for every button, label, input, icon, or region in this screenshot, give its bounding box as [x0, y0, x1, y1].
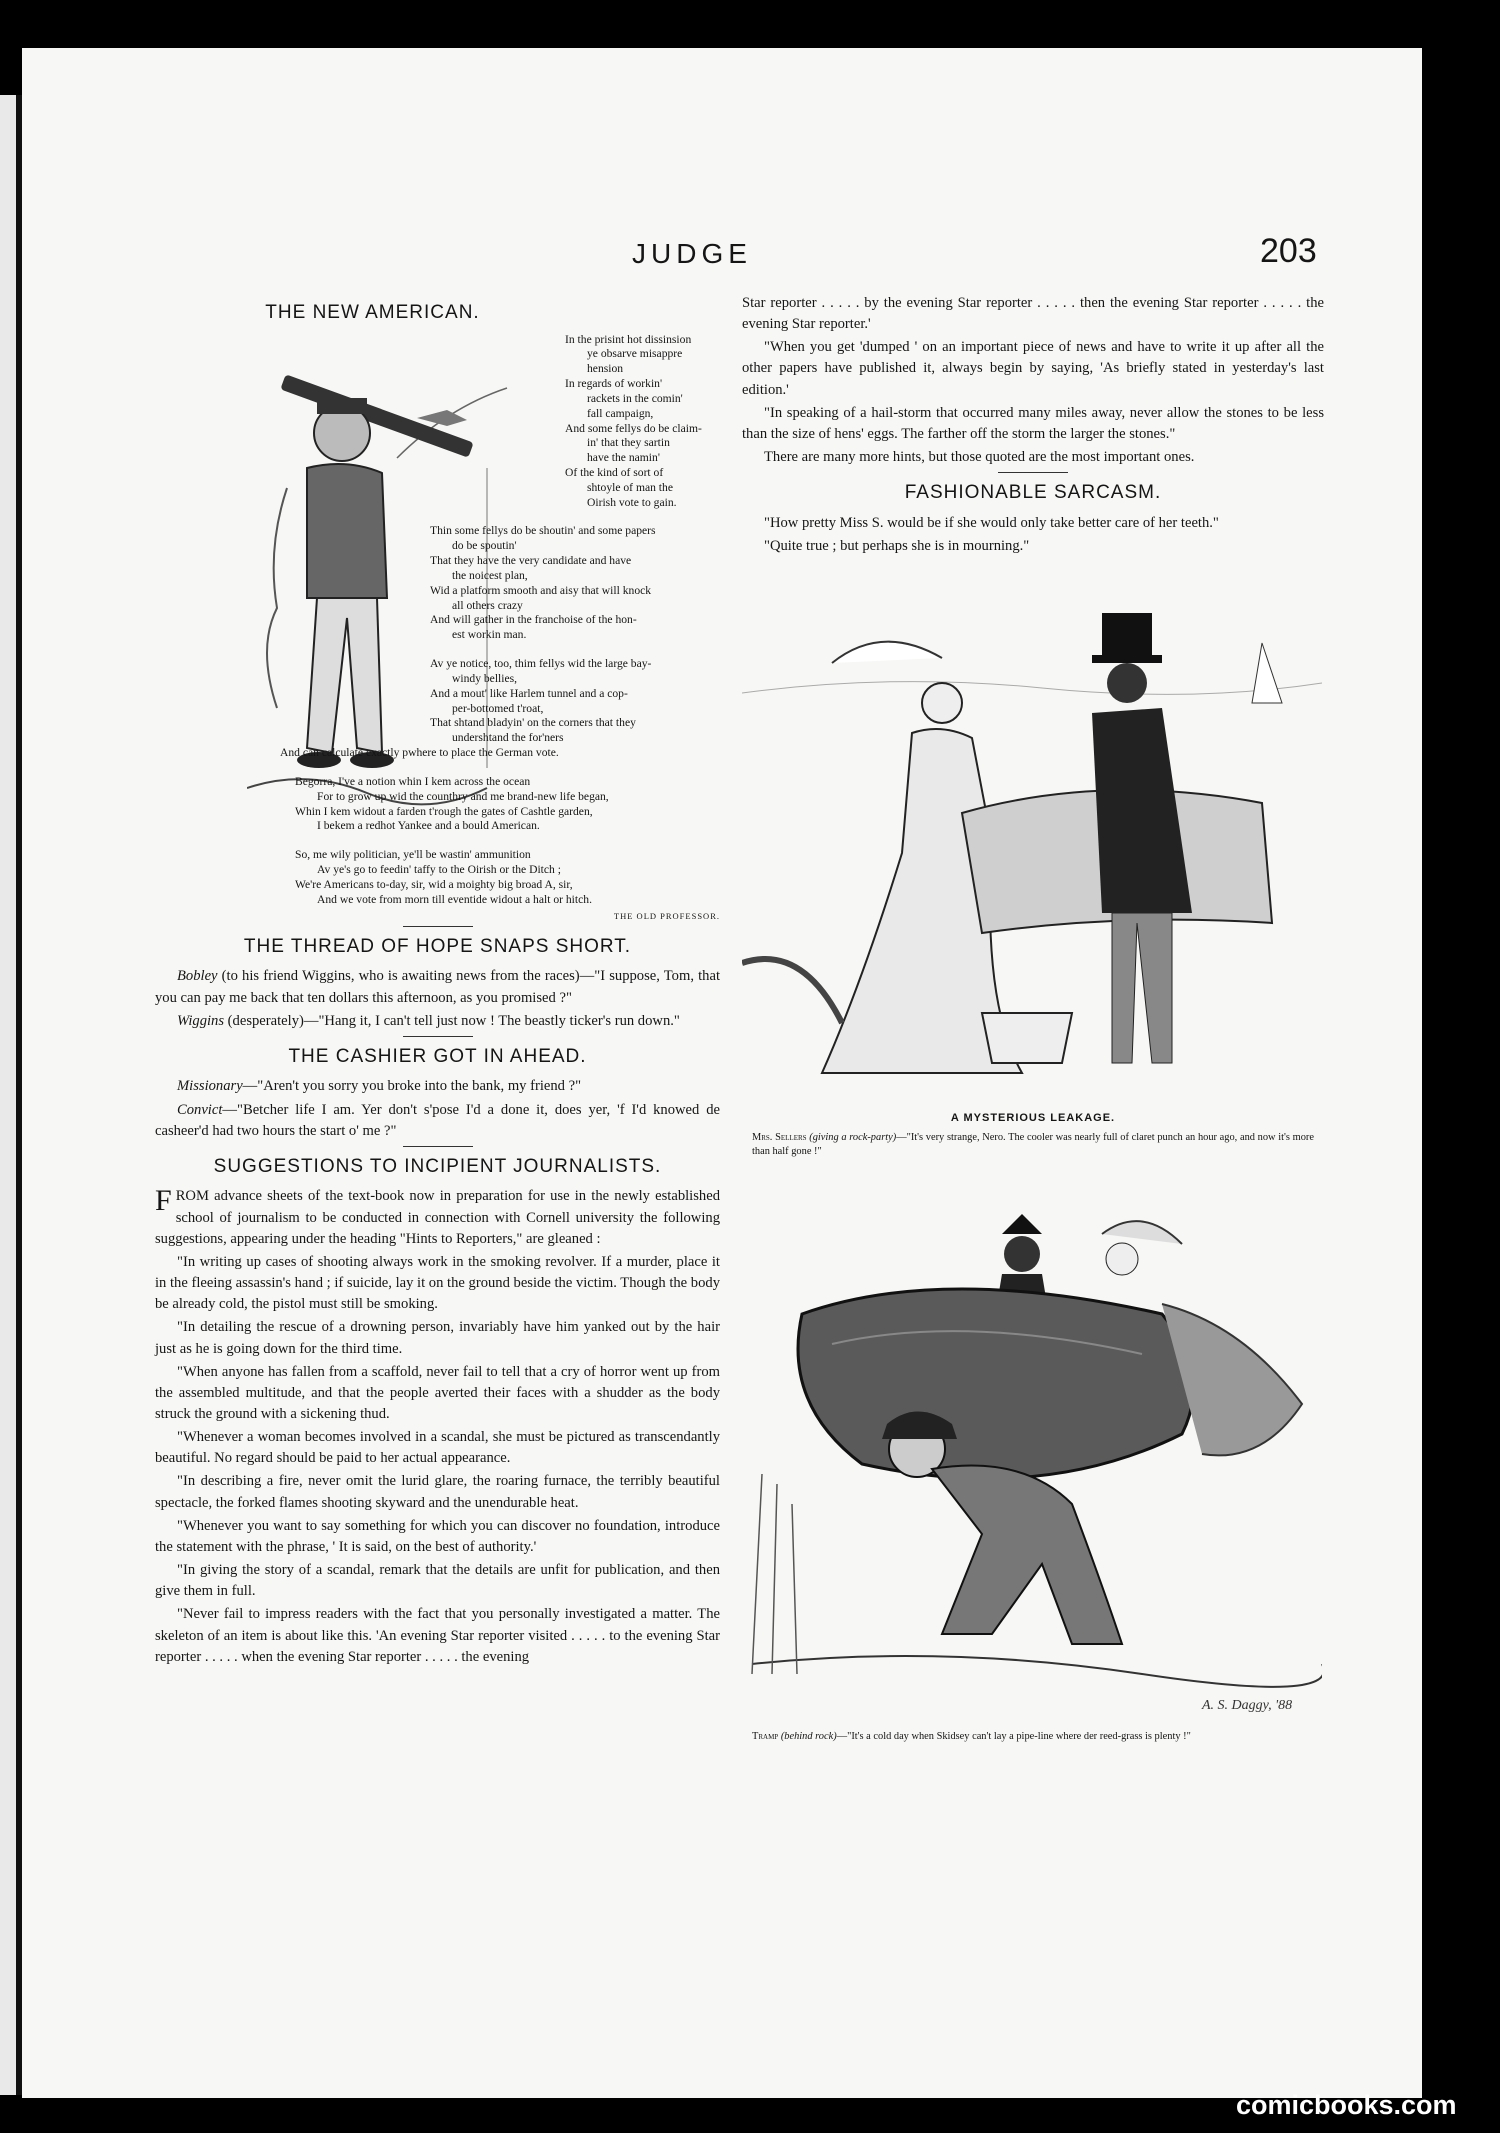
paragraph: There are many more hints, but those quoted are the most important ones. — [764, 449, 1195, 466]
poem-line: have the namin' — [587, 451, 660, 465]
caption-direction: (giving a rock-party) — [809, 1132, 897, 1144]
poem-line: do be spoutin' — [452, 539, 517, 553]
poem-stanza-3 — [430, 657, 730, 746]
poem-line: windy bellies, — [452, 671, 518, 685]
suggestions-title: SUGGESTIONS TO INCIPIENT JOURNALISTS. — [213, 1155, 662, 1177]
caption-speaker: Tramp — [752, 1731, 779, 1743]
poem-line: In the prisint hot dissinsion — [565, 332, 692, 346]
poem-line: And we vote from morn till eventide widout a halt or hitch. — [317, 892, 592, 906]
poem-line: Wid a platform smooth and aisy that will knock — [430, 583, 652, 597]
dialogue-text: (desperately)—"Hang it, I can't tell just now ! The beastly ticker's run down." — [224, 1012, 680, 1029]
paragraph: Star reporter . . . . . by the evening Star reporter . . . . . then the evening Star reporter . . . . . the evening Star reporter.' — [742, 295, 1324, 333]
poem-line: And a mout' like Harlem tunnel and a cop- — [430, 686, 628, 700]
poem-line: Thin some fellys do be shoutin' and some papers — [430, 524, 656, 538]
mysterious-leakage-cartoon — [742, 583, 1322, 1103]
poem-line: undershtand the for'ners — [452, 731, 564, 745]
divider — [403, 926, 473, 927]
dialogue-text: (to his friend Wiggins, who is awaiting news from the races)—"I suppose, Tom, that you can pay me back that ten dollars this afternoon, as you promised ?" — [155, 968, 720, 1006]
poem-line: And some fellys do be claim- — [565, 421, 702, 435]
cashier-title: THE CASHIER GOT IN AHEAD. — [288, 1045, 587, 1067]
caption-text: —"It's very strange, Nero. The cooler was nearly full of claret punch an hour ago, and now it's more than half gone !" — [752, 1132, 1314, 1158]
left-column — [155, 293, 720, 1670]
poem-line: all others crazy — [452, 598, 523, 612]
cartoon-caption — [742, 1724, 1324, 1744]
speaker-name: Wiggins — [177, 1012, 225, 1029]
poem-line: Av ye's go to feedin' taffy to the Oirish or the Ditch ; — [317, 863, 561, 877]
caption-direction: (behind rock) — [780, 1731, 837, 1743]
drop-cap: F — [155, 1184, 172, 1218]
paragraph: ROM advance sheets of the text-book now in preparation for use in the newly established school of journalism to be conducted in connection with Cornell university the following suggestions, appearing under the heading "Hints to Reporters," are gleaned : — [155, 1188, 720, 1247]
poem-stanza-5 — [295, 848, 720, 907]
dialogue-text: —"Betcher life I am. Yer don't s'pose I'd a done it, does yer, 'f I'd knowed de casheer'd had two hours the start o' me ?" — [155, 1101, 720, 1139]
poem-line: That shtand bladyin' on the corners that they — [430, 716, 636, 730]
poem-line: And will gather in the franchoise of the hon- — [430, 613, 637, 627]
caption-speaker: Mrs. Sellers — [752, 1132, 807, 1144]
paragraph: "Quite true ; but perhaps she is in mourning." — [764, 537, 1030, 554]
artist-signature: A. S. Daggy, '88 — [1202, 1698, 1293, 1714]
poem-line: per-bottomed t'roat, — [452, 701, 544, 715]
divider — [998, 472, 1068, 473]
magazine-page — [22, 48, 1422, 2098]
divider — [403, 1036, 473, 1037]
poem-stanza-3-last — [280, 746, 720, 761]
cartoon-title: A MYSTERIOUS LEAKAGE. — [950, 1112, 1116, 1125]
poem-line: Begorra, I've a notion whin I kem across the ocean — [295, 774, 531, 788]
poem-line: in' that they sartin — [587, 436, 670, 450]
watermark: comicbooks.com — [1236, 2090, 1457, 2120]
poem-line: So, me wily politician, ye'll be wastin' ammunition — [295, 848, 531, 862]
poem-line: Whin I kem widout a farden t'rough the gates of Cashtle garden, — [295, 804, 593, 818]
paragraph: "In describing a fire, never omit the lurid glare, the roaring furnace, the terribly beautiful spectacle, the forked flames shooting skyward and the unendurable heat. — [155, 1473, 720, 1511]
paragraph: "In detailing the rescue of a drowning person, invariably have him yanked out by the hair just as he is going down for the third time. — [155, 1319, 720, 1357]
page-number: 203 — [1260, 232, 1317, 270]
paragraph: "In giving the story of a scandal, remark that the details are unfit for publication, and then give them in full. — [155, 1562, 720, 1600]
poem-line: ye obsarve misappre — [587, 347, 683, 361]
speaker-name: Convict — [177, 1101, 223, 1118]
poem-line: est workin man. — [452, 628, 527, 642]
divider — [403, 1146, 473, 1147]
speaker-name: Bobley — [177, 968, 218, 985]
poem-signature: THE OLD PROFESSOR. — [613, 910, 720, 921]
poem-line: For to grow up wid the counthry and me brand-new life began, — [317, 789, 609, 803]
poem-line: Av ye notice, too, thim fellys wid the large bay- — [430, 657, 652, 671]
caption-text: —"It's a cold day when Skidsey can't lay a pipe-line where der reed-grass is plenty !" — [836, 1731, 1191, 1743]
speaker-name: Missionary — [177, 1078, 243, 1095]
left-page-edge — [0, 95, 16, 2095]
paragraph: "Never fail to impress readers with the fact that you personally investigated a matter. The skeleton of an item is about like this. 'An evening Star reporter visited . . . . . to the evening Star reporter . . . . . when the evening Star reporter . . . . . the evening — [155, 1606, 720, 1665]
poem-line: In regards of workin' — [565, 377, 663, 391]
poem-line: hension — [587, 362, 624, 376]
poem-line: shtoyle of man the — [587, 480, 673, 494]
poem-line: Of the kind of sort of — [565, 466, 664, 479]
poem-stanza-2 — [430, 524, 730, 643]
tramp-cartoon — [742, 1204, 1322, 1724]
poem-line: the noicest plan, — [452, 568, 528, 582]
poem-line: fall campaign, — [587, 406, 654, 420]
paragraph: "How pretty Miss S. would be if she would only take better care of her teeth." — [764, 514, 1219, 531]
thread-title: THE THREAD OF HOPE SNAPS SHORT. — [243, 935, 632, 957]
paragraph: "In writing up cases of shooting always work in the smoking revolver. If a murder, place it in the fleeing assassin's hand ; if suicide, lay it on the ground beside the victim. Though the body be already cold, the pistol must still be smoking. — [155, 1253, 720, 1313]
poem-line: Oirish vote to gain. — [587, 495, 677, 509]
poem-stanza-4 — [295, 775, 720, 834]
poem-line: rackets in the comin' — [587, 391, 683, 405]
paragraph: "In speaking of a hail-storm that occurred many miles away, never allow the stones to be less than the size of hens' eggs. The farther off the storm the larger the stones." — [742, 404, 1324, 442]
cartoon-caption — [742, 1131, 1324, 1159]
right-column — [742, 293, 1324, 1744]
sarcasm-title: FASHIONABLE SARCASM. — [904, 482, 1162, 504]
magazine-title: JUDGE — [632, 238, 752, 269]
paragraph: "When anyone has fallen from a scaffold, never fail to tell that a cry of horror went up from the assembled multitude, and that the people averted their faces with a shudder as the body struck the ground with a sickening thud. — [155, 1363, 720, 1422]
poem-line: I bekem a redhot Yankee and a bould American. — [317, 819, 540, 833]
page-header — [22, 232, 1422, 278]
paragraph: "When you get 'dumped ' on an important piece of news and have to write it up after all the other papers have published it, always begin by saying, 'As briefly stated in yesterday's last edition.' — [742, 339, 1324, 398]
poem-line: And can calculate exactly pwhere to place the German vote. — [280, 746, 559, 760]
poem-title: THE NEW AMERICAN. — [265, 302, 480, 323]
poem-line: We're Americans to-day, sir, wid a moighty big broad A, sir, — [295, 877, 573, 891]
paragraph: "Whenever you want to say something for which you can discover no foundation, introduce the statement with the phrase, ' It is said, on the best of authority.' — [155, 1517, 720, 1555]
poem-stanza-1 — [565, 333, 725, 511]
dialogue-text: —"Aren't you sorry you broke into the bank, my friend ?" — [242, 1078, 582, 1095]
poem-line: That they have the very candidate and have — [430, 554, 632, 568]
paragraph: "Whenever a woman becomes involved in a scandal, she must be pictured as transcendantly beautiful. No regard should be paid to her actual appearance. — [155, 1429, 720, 1467]
